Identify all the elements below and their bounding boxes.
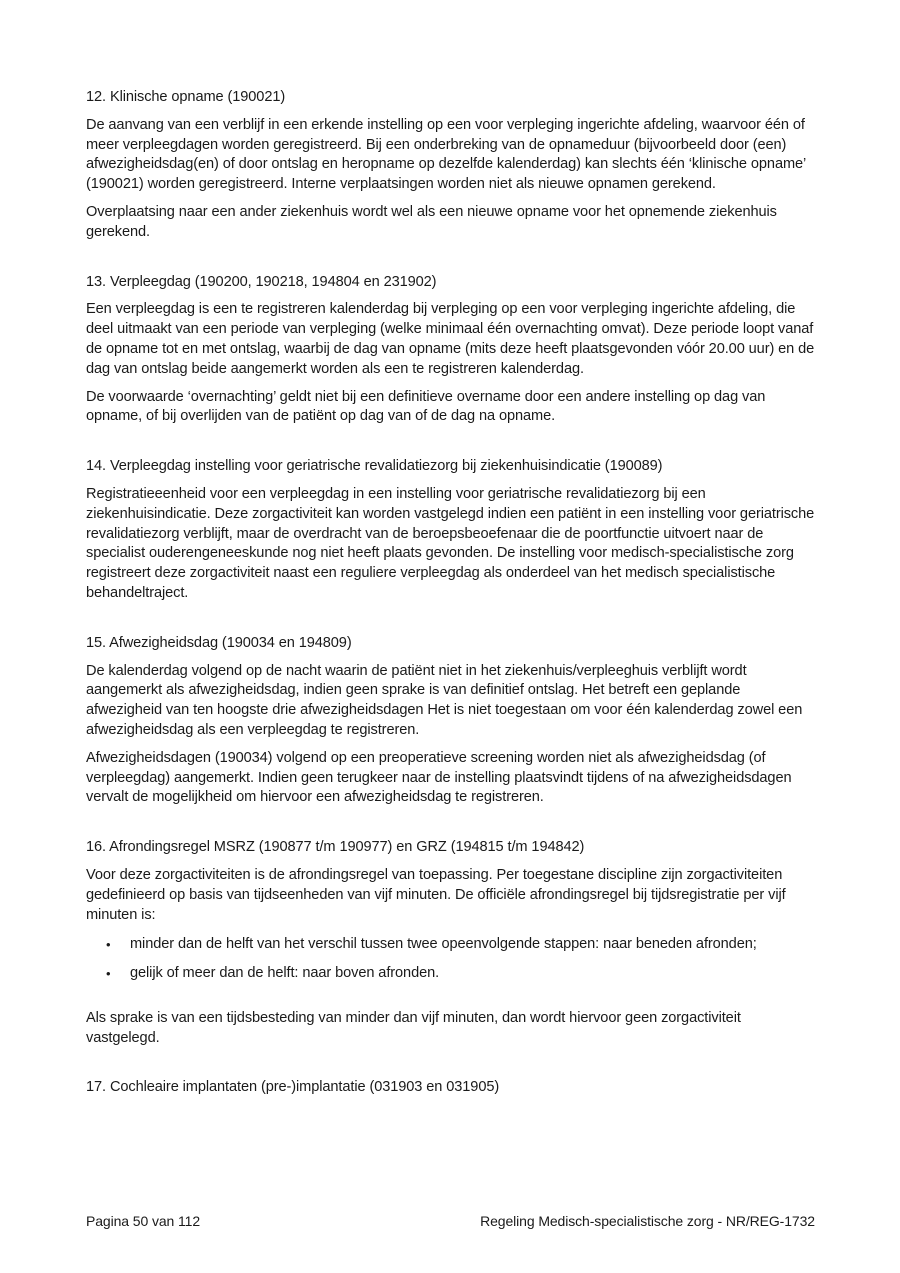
paragraph: Een verpleegdag is een te registreren kalenderdag bij verpleging op een voor verpleging ingerichte afdeling, die deel uitmaakt van een periode van verpleging (welke minimaal één overnachting omvat). Deze periode loopt vanaf de opname tot en met ontslag, waarbij de dag van opname (mits deze heeft plaatsgevonden vóór 20.00 uur) en de dag van ontslag beide aangemerkt worden als een te registreren kalenderdag. (86, 301, 815, 377)
paragraph: De kalenderdag volgend op de nacht waarin de patiënt niet in het ziekenhuis/verpleeghuis verblijft wordt aangemerkt als afwezigheidsdag, indien geen sprake is van definitief ontslag. Het betreft een geplande afwezigheid van ten hoogste drie afwezigheidsdagen Het is niet toegestaan om voor één kalenderdag zowel een afwezigheidsdag als een verpleegdag te registreren. (86, 662, 803, 738)
section-heading: 16. Afrondingsregel MSRZ (190877 t/m 190977) en GRZ (194815 t/m 194842) (86, 839, 585, 856)
list-item: • gelijk of meer dan de helft: naar boven afronden. (86, 964, 815, 984)
paragraph: Afwezigheidsdagen (190034) volgend op een preoperatieve screening worden niet als afwezigheidsdag (of verpleegdag) aangemerkt. Indien geen terugkeer naar de instelling plaatsvindt tijdens of na afwezigheidsdagen vervalt de mogelijkheid om hiervoor een afwezigheidsdag te registreren. (86, 749, 792, 806)
list-item: • minder dan de helft van het verschil tussen twee opeenvolgende stappen: naar beneden afronden; (86, 935, 815, 955)
section-heading: 12. Klinische opname (190021) (86, 89, 286, 105)
paragraph: Overplaatsing naar een ander ziekenhuis wordt wel als een nieuwe opname voor het opnemende ziekenhuis gerekend. (86, 203, 777, 240)
section-verpleegdag (86, 273, 815, 428)
footer-page-number: Pagina 50 van 112 (86, 1213, 201, 1229)
section-heading: 14. Verpleegdag instelling voor geriatrische revalidatiezorg bij ziekenhuisindicatie (190089) (86, 458, 663, 475)
section-klinische-opname (86, 88, 815, 243)
paragraph: De voorwaarde ‘overnachting’ geldt niet bij een definitieve overname door een andere instelling op dag van opname, of bij overlijden van de patiënt op dag van of de dag na opname. (86, 388, 766, 425)
section-afrondingsregel (86, 838, 815, 1048)
rounding-rules-list (86, 935, 815, 984)
paragraph: De aanvang van een verblijf in een erkende instelling op een voor verpleging ingerichte afdeling, waarvoor één of meer verpleegdagen worden geregistreerd. Bij een onderbreking van de opnameduur (bijvoorbeeld door (een) afwezigheidsdag(en) of door ontslag en heropname op dezelfde kalenderdag) kan slechts één ‘klinische opname’ (190021) worden geregistreerd. Interne verplaatsingen worden niet als nieuwe opnamen gerekend. (86, 116, 806, 193)
page-content (86, 88, 815, 1106)
section-verpleegdag-geriatrische-revalidatiezorg (86, 457, 815, 604)
paragraph: Als sprake is van een tijdsbesteding van minder dan vijf minuten, dan wordt hiervoor geen zorgactiviteit vastgelegd. (86, 1009, 741, 1046)
section-afwezigheidsdag (86, 634, 815, 808)
page-footer (86, 1212, 815, 1230)
section-heading: 17. Cochleaire implantaten (pre-)implantatie (031903 en 031905) (86, 1079, 500, 1096)
paragraph: Registratieeenheid voor een verpleegdag in een instelling voor geriatrische revalidatiezorg bij een ziekenhuisindicatie. Deze zorgactiviteit kan worden vastgelegd indien een patiënt in een instelling voor geriatrische revalidatiezorg verblijft, maar de overdracht van de beroepsbeoefenaar die de poortfunctie uitvoert naar de specialist ouderengeneeskunde nog niet heeft plaats gevonden. De instelling voor medisch-specialistische zorg registreert deze zorgactiviteit naast een reguliere verpleegdag als onderdeel van het medisch specialistische behandeltraject. (86, 485, 815, 601)
section-heading: 13. Verpleegdag (190200, 190218, 194804 en 231902) (86, 273, 437, 290)
paragraph: Voor deze zorgactiviteiten is de afrondingsregel van toepassing. Per toegestane discipline zijn zorgactiviteiten gedefinieerd op basis van tijdseenheden van vijf minuten. De officiële afrondingsregel bij tijdsregistratie per vijf minuten is: (86, 866, 786, 923)
footer-document-title: Regeling Medisch-specialistische zorg - NR/REG-1732 (480, 1213, 815, 1229)
section-heading: 15. Afwezigheidsdag (190034 en 194809) (86, 634, 352, 651)
section-cochleaire-implantaten (86, 1078, 815, 1098)
